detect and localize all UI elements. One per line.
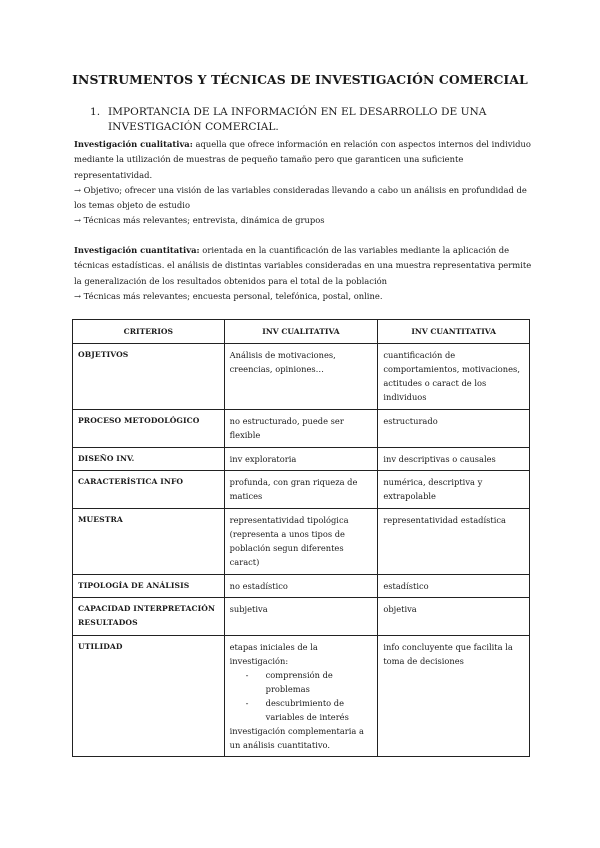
criterio-cell: MUESTRA — [73, 509, 225, 575]
cuantitativa-cell: estadístico — [378, 575, 530, 598]
table-row — [73, 410, 530, 448]
table-row — [73, 344, 530, 410]
header-inv-cualitativa: INV CUALITATIVA — [224, 320, 378, 344]
cuantitativa-cell: numérica, descriptiva y extrapolable — [378, 471, 530, 509]
cualitativa-cell: representatividad tipológica (representa a unos tipos de población segun diferentes caract) — [224, 509, 378, 575]
criterio-cell: DISEÑO INV. — [73, 448, 225, 471]
cuantitativa-block — [74, 243, 534, 304]
header-inv-cuantitativa: INV CUANTITATIVA — [378, 320, 530, 344]
cualitativa-block — [74, 137, 534, 229]
criterio-cell: UTILIDAD — [73, 636, 225, 757]
utilidad-outro: investigación complementaria a un análisis cuantitativo. — [229, 726, 364, 750]
cualitativa-cell: inv exploratoria — [224, 448, 378, 471]
cuantitativa-cell: info concluyente que facilita la toma de decisiones — [378, 636, 530, 757]
table-row — [73, 598, 530, 636]
cuantitativa-cell: representatividad estadística — [378, 509, 530, 575]
cualitativa-definition-text: aquella que ofrece información en relación con aspectos internos del individuo mediante la utilización de muestras de pequeño tamaño pero que garanticen una suficiente representatividad. — [74, 139, 531, 180]
list-item: - descubrimiento de variables de interés — [240, 696, 372, 724]
cualitativa-term: Investigación cualitativa: — [74, 139, 193, 149]
table-row — [73, 636, 530, 757]
section-number: 1. — [90, 106, 101, 118]
utilidad-intro: etapas iniciales de la investigación: — [229, 642, 318, 666]
criterio-cell: CARACTERÍSTICA INFO — [73, 471, 225, 509]
table-row — [73, 575, 530, 598]
cuantitativa-cell: objetiva — [378, 598, 530, 636]
cuantitativa-definition-text: orientada en la cuantificación de las variables mediante la aplicación de técnicas estadísticas. el análisis de distintas variables consideradas en una muestra representativa permite la generalización de los resultados obtenidos para el total de la población — [74, 245, 532, 286]
table-header-row — [73, 320, 530, 344]
cuantitativa-definition — [74, 243, 534, 289]
header-criterios: CRITERIOS — [73, 320, 225, 344]
comparison-table — [72, 319, 530, 757]
cualitativa-objetivo: → Objetivo; ofrecer una visión de las variables consideradas llevando a cabo un análisis en profundidad de los temas objeto de estudio — [74, 184, 527, 211]
cuantitativa-tecnicas: → Técnicas más relevantes; encuesta personal, telefónica, postal, online. — [74, 290, 383, 301]
utilidad-bullet-list — [230, 668, 372, 724]
section-heading-text: IMPORTANCIA DE LA INFORMACIÓN EN EL DESARROLLO DE UNA INVESTIGACIÓN COMERCIAL. — [108, 106, 487, 133]
cuantitativa-cell: inv descriptivas o causales — [378, 448, 530, 471]
cualitativa-cell: Análisis de motivaciones, creencias, opiniones… — [224, 344, 378, 410]
criterio-cell: TIPOLOGÍA DE ANÁLISIS — [73, 575, 225, 598]
cuantitativa-cell: estructurado — [378, 410, 530, 448]
cuantitativa-term: Investigación cuantitativa: — [74, 245, 200, 255]
criterio-cell: PROCESO METODOLÓGICO — [73, 410, 225, 448]
cualitativa-definition — [74, 137, 534, 183]
table-row — [73, 471, 530, 509]
table-row — [73, 509, 530, 575]
cualitativa-cell: profunda, con gran riqueza de matices — [224, 471, 378, 509]
list-item: - comprensión de problemas — [240, 668, 372, 696]
table-row — [73, 448, 530, 471]
cualitativa-cell: subjetiva — [224, 598, 378, 636]
cuantitativa-cell: cuantificación de comportamientos, motivaciones, actitudes o caract de los individuos — [378, 344, 530, 410]
cualitativa-cell: no estadístico — [224, 575, 378, 598]
cualitativa-cell — [224, 636, 378, 757]
criterio-cell: OBJETIVOS — [73, 344, 225, 410]
criterio-cell: CAPACIDAD INTERPRETACIÓN RESULTADOS — [73, 598, 225, 636]
cualitativa-cell: no estructurado, puede ser flexible — [224, 410, 378, 448]
cualitativa-tecnicas: → Técnicas más relevantes; entrevista, dinámica de grupos — [74, 215, 325, 226]
document-title: INSTRUMENTOS Y TÉCNICAS DE INVESTIGACIÓN COMERCIAL — [72, 72, 528, 87]
